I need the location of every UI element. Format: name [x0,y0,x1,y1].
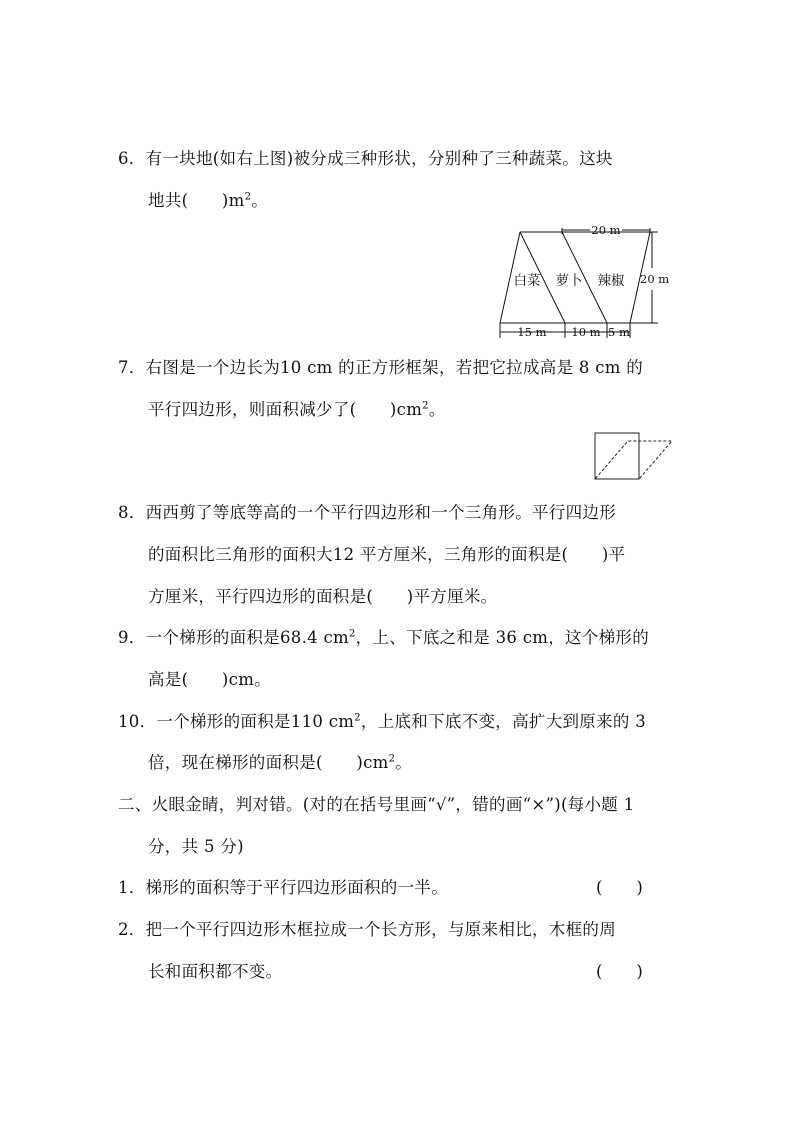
q6-line2-end: 。 [251,191,269,210]
region-label-baicai: 白菜 [513,273,541,289]
q9-line1-end: ，上、下底之和是 36 cm，这个梯形的 [355,628,650,647]
bottom-label-1: 15 m [517,325,547,339]
q10-line2-text: 倍，现在梯形的面积是( )cm [148,753,389,772]
q10-superscript: 2 [354,712,361,724]
q9-line1-text: 9．一个梯形的面积是68.4 cm [118,628,349,647]
right-dimension-label: 20 m [640,272,670,286]
tf-item-2-text-line2: 长和面积都不变。 [148,962,283,981]
q8-line3: 方厘米，平行四边形的面积是( )平方厘米。 [148,587,498,606]
field-diagram [492,220,682,345]
q10-line1-end: ，上底和下底不变，高扩大到原来的 3 [360,712,647,731]
q9-line1 [118,628,649,648]
q7-line2-text: 平行四边形，则面积减少了( )cm [148,400,423,419]
q8-line2: 的面积比三角形的面积大12 平方厘米，三角形的面积是( )平 [148,545,626,564]
q8-line1: 8．西西剪了等底等高的一个平行四边形和一个三角形。平行四边形 [118,503,616,522]
q10-line1 [118,712,646,732]
q9-line2: 高是( )cm。 [148,670,271,689]
square-to-parallelogram-diagram [590,428,675,484]
q7-line2 [148,400,446,420]
q10-line1-text: 10．一个梯形的面积是110 cm [118,712,355,731]
tf-item-1-answer-blank[interactable]: ( ) [596,878,644,897]
top-dimension-label: 20 m [591,223,621,237]
q6-line1: 6．有一块地(如右上图)被分成三种形状，分别种了三种蔬菜。这块 [118,149,613,168]
square-frame [595,433,639,479]
q10-line2 [148,753,412,773]
q6-line2-text: 地共( )m [148,191,245,210]
q7-line2-end: 。 [428,400,446,419]
q7-superscript: 2 [422,400,429,412]
tf-item-1-text: 1．梯形的面积等于平行四边形面积的一半。 [118,878,448,897]
bottom-label-3: 5 m [608,325,630,339]
tf-item-2-text-line1: 2．把一个平行四边形木框拉成一个长方形，与原来相比，木框的周 [118,920,616,939]
q6-superscript: 2 [244,191,252,203]
region-label-luobo: 萝卜 [555,273,583,289]
section2-heading-line1: 二、火眼金睛，判对错。(对的在括号里画“√”，错的画“×”)(每小题 1 [118,795,635,814]
parallelogram-dashed [595,441,672,479]
bottom-label-2: 10 m [571,325,601,339]
tf-item-2-answer-blank[interactable]: ( ) [596,962,644,981]
section2-heading-line2: 分，共 5 分) [148,837,244,856]
q10-superscript: 2 [388,753,396,765]
q6-line2 [148,191,268,211]
q9-superscript: 2 [348,628,356,640]
q7-line1: 7．右图是一个边长为10 cm 的正方形框架，若把它拉成高是 8 cm 的 [118,358,644,377]
region-label-lajiao: 辣椒 [597,273,625,289]
q10-line2-end: 。 [395,753,413,772]
